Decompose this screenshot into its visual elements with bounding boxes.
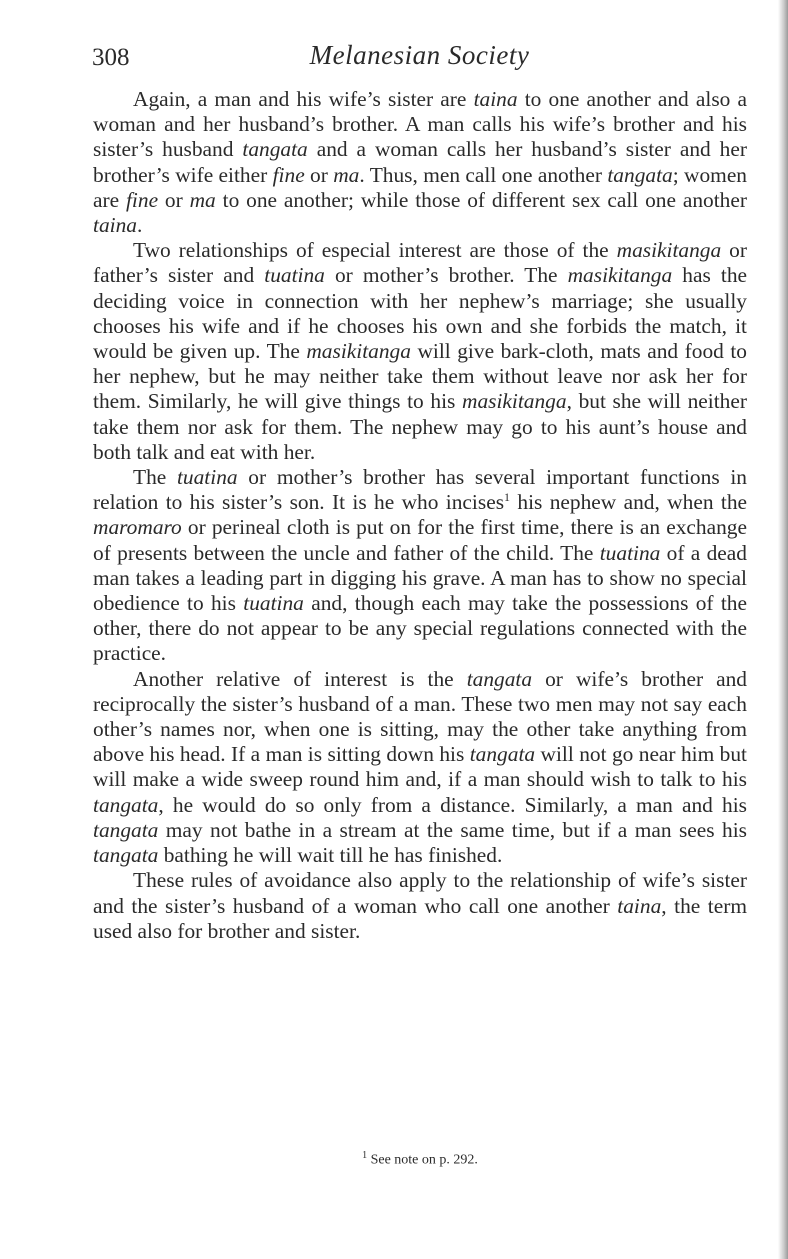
text-run: and, though each may take the possessions of the other, there do not appear to be any special regulations connected with the practice. [93,591,747,666]
footnote-marker: 1 [362,1150,368,1161]
text-run: , he would do so only from a distance. Similarly, a man and his [158,792,747,817]
text-run: his nephew and, when the [510,490,748,515]
text-run: or [304,162,334,187]
italic-term: masikitanga [306,339,411,364]
italic-term: tangata [469,742,536,767]
running-title: Melanesian Society [309,40,530,70]
page-header [92,40,747,76]
italic-term: tangata [466,666,533,691]
text-run: or wife’s brother and reciprocally the sister’s husband of a man. These two men may not say each other’s names nor, when one is sitting, may the other take anything from above his head. If a man is sitting down his [93,666,747,767]
text-run: . [136,213,143,238]
text-run: . Thus, men call one another [359,162,608,187]
text-run: Again, a man and his wife’s sister are [133,87,474,111]
italic-term: masikitanga [462,389,567,414]
text-run: bathing he will wait till he has finished. [158,843,503,868]
paragraph-3 [93,465,747,667]
paragraph-5 [93,868,747,944]
italic-term: tangata [242,137,308,162]
italic-term: taina [617,893,662,918]
italic-term: ma [189,187,216,212]
text-run: will not go near him but will make a wide sweep round him and, if a man should wish to talk to his [93,742,747,792]
italic-term: taina [93,213,137,238]
italic-term: tangata [93,817,159,842]
italic-term: ma [333,162,360,187]
text-run: or mother’s brother. The [324,263,568,288]
text-run: to one another and also a woman and her husband’s brother. A man calls his wife’s brother and his sister’s husband [93,87,747,162]
text-run: to one another; while those of different sex call one another [215,187,747,212]
footnote-reference: 1 [504,490,511,505]
paragraph-2 [93,238,747,465]
italic-term: tuatina [176,465,238,490]
footnote [93,1150,747,1169]
text-run: will give bark-cloth, mats and food to her nephew, but he may neither take them without leave nor ask her for them. Similarly, he will give things to his [93,339,747,414]
page-edge-shadow [778,0,788,1259]
text-run: ; women are [93,162,748,212]
body-text [93,87,747,944]
text-run: , but she will neither take them nor ask for them. The nephew may go to his aunt’s house and both talk and eat with her. [93,389,747,464]
text-run: Another relative of interest is the [133,666,467,691]
text-run: may not bathe in a stream at the same time, but if a man sees his [158,817,747,842]
footnote-text: See note on p. 292. [370,1152,478,1168]
italic-term: masikitanga [567,263,673,288]
italic-term: tangata [93,792,159,817]
text-run: and a woman calls her husband’s sister and her brother’s wife either [93,137,747,187]
italic-term: fine [272,162,305,187]
text-run: These rules of avoidance also apply to the relationship of wife’s sister and the sister’s husband of a woman who call one another [93,868,747,918]
text-run: or mother’s brother has several important functions in relation to his sister’s son. It is he who incises [93,465,747,515]
text-run: has the deciding voice in connection with her nephew’s marriage; she usually chooses his wife and if he chooses his own and she forbids the match, it would be given up. The [93,263,748,364]
text-run: or [158,187,190,212]
italic-term: tuatina [243,591,304,616]
text-run: of a dead man takes a leading part in digging his grave. A man has to show no special obedience to his [93,540,747,616]
text-run: The [133,465,177,490]
italic-term: masikitanga [616,238,722,263]
italic-term: tangata [93,843,159,868]
italic-term: taina [473,87,518,111]
page-number: 308 [92,44,130,71]
paragraph-1 [93,87,747,238]
text-run: or father’s sister and [93,238,747,288]
italic-term: tuatina [599,540,661,565]
text-run: Two relationships of especial interest are those of the [133,238,617,263]
italic-term: tangata [607,162,673,187]
text-run: , the term used also for brother and sister. [93,893,748,943]
italic-term: maromaro [93,515,182,540]
paragraph-4 [93,667,747,869]
italic-term: fine [125,187,159,212]
text-run: or perineal cloth is put on for the first time, there is an exchange of presents between the uncle and father of the child. The [93,515,747,565]
italic-term: tuatina [264,263,325,288]
